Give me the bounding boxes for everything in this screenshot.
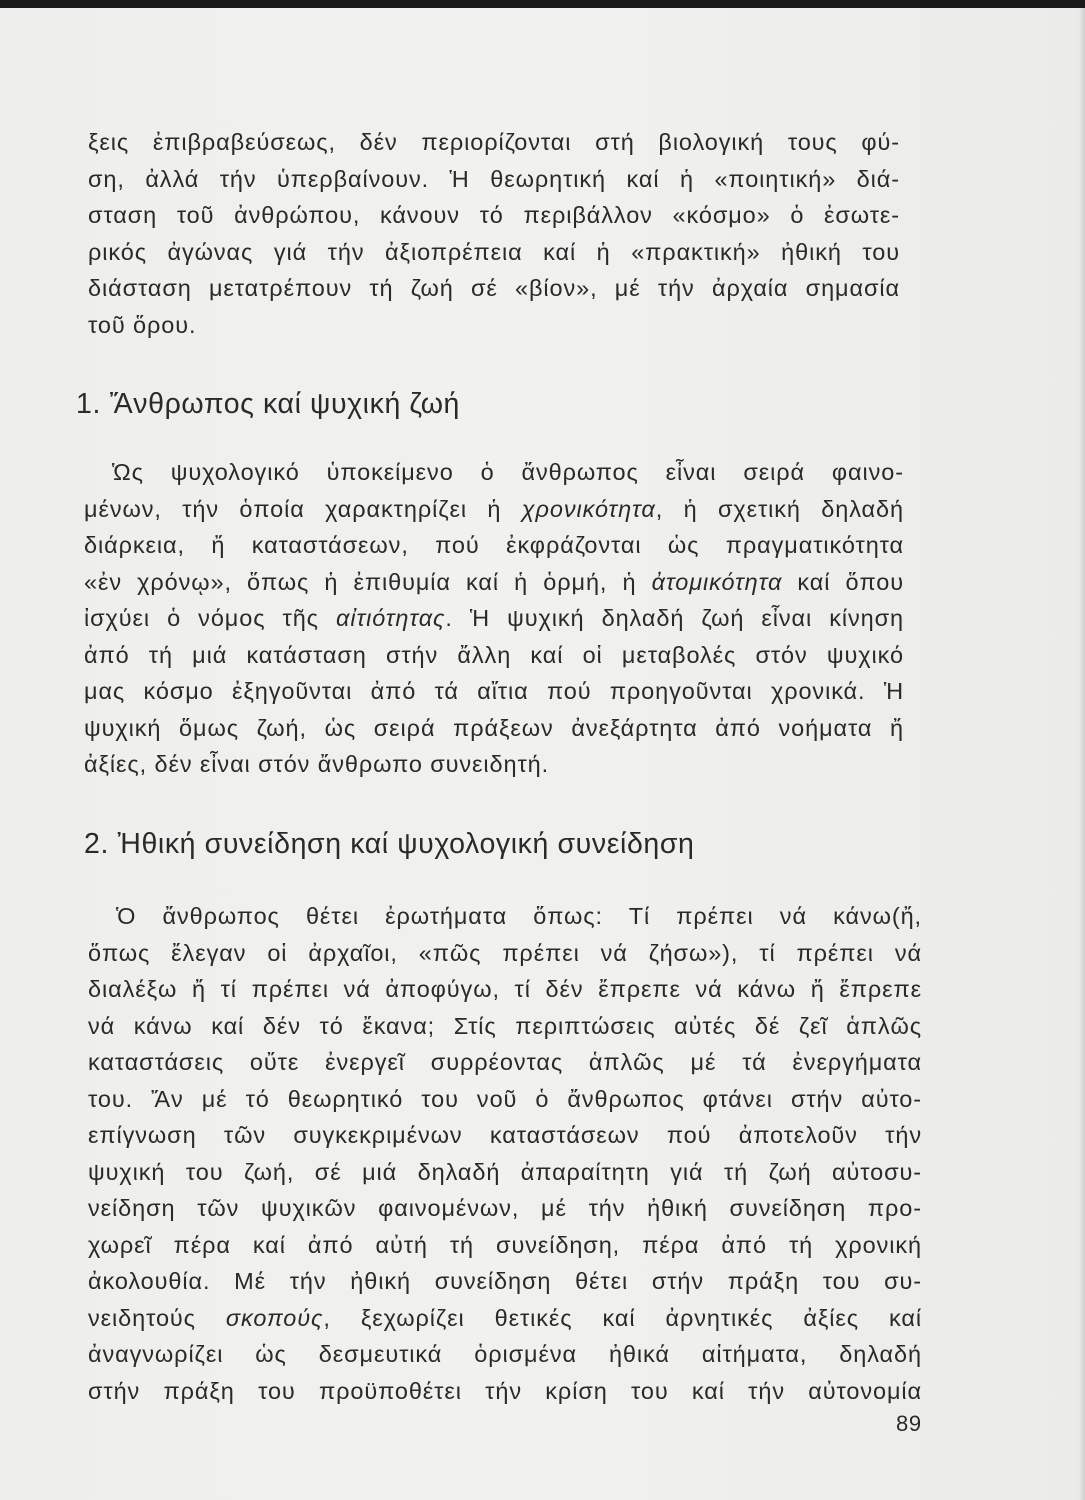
text-line [84, 710, 904, 747]
text-line [84, 564, 904, 601]
text-line [88, 1081, 922, 1118]
text-line [88, 1008, 922, 1045]
text-run: επίγνωση τῶν συγκεκριμένων καταστάσεων πού ἀποτελοῦν τήν [88, 1122, 922, 1148]
text-line [88, 1336, 922, 1373]
text-run: ὅπως ἔλεγαν οἱ ἀρχαῖοι, «πῶς πρέπει νά ζήσω»), τί πρέπει νά [88, 939, 922, 966]
text-line [88, 1190, 922, 1227]
text-line [84, 454, 904, 491]
text-run: . Ἡ ψυχική δηλαδή ζωή εἶναι κίνηση [445, 605, 905, 631]
text-run: ψυχική ὅμως ζωή, ὡς σειρά πράξεων ἀνεξάρτητα ἀπό νοήματα ἤ [84, 714, 904, 741]
section-2-paragraph [88, 898, 922, 1409]
text-line: σταση τοῦ ἀνθρώπου, κάνουν τό περιβάλλον «κόσμο» ὁ ἐσωτε- [88, 202, 900, 228]
text-run: , ἡ σχετική δηλαδή [655, 495, 904, 522]
text-run: ψυχική του ζωή, σέ μιά δηλαδή ἀπαραίτητη γιά τή ζωή αὐτοσυ- [88, 1158, 922, 1185]
italic-term: αἰτιότητας [336, 605, 446, 631]
text-run: «ἐν χρόνῳ», ὅπως ἡ ἐπιθυμία καί ἡ ὁρμή, ἡ [84, 568, 652, 595]
text-line [88, 1227, 922, 1264]
text-line [88, 1154, 922, 1191]
text-line [84, 527, 904, 564]
text-run: διαλέξω ἤ τί πρέπει νά ἀποφύγω, τί δέν ἔπρεπε νά κάνω ἤ ἔπρεπε [88, 976, 922, 1002]
text-run: Ὁ ἄνθρωπος θέτει ἐρωτήματα ὅπως: Τί πρέπει νά κάνω(ἤ, [116, 903, 922, 929]
text-run: καταστάσεις οὔτε ἐνεργεῖ συρρέοντας ἁπλῶς μέ τά ἐνεργήματα [88, 1049, 922, 1075]
text-line [84, 637, 904, 674]
text-run: Ὡς ψυχολογικό ὑποκείμενο ὁ ἄνθρωπος εἶναι σειρά φαινο- [112, 459, 904, 485]
text-line [84, 673, 904, 710]
text-line [84, 491, 904, 528]
text-run: μένων, τήν ὁποία χαρακτηρίζει ἡ [84, 495, 522, 522]
text-run: ἀπό τή μιά κατάσταση στήν ἄλλη καί οἱ μεταβολές στόν ψυχικό [84, 641, 904, 668]
text-line [84, 600, 904, 637]
intro-paragraph [88, 124, 900, 343]
text-run: στήν πράξη του προϋποθέτει τήν κρίση του καί τήν αὐτονομία [88, 1377, 922, 1404]
text-run: νειδητούς [88, 1304, 226, 1331]
text-line [88, 1117, 922, 1154]
italic-term: ἀτομικότητα [651, 568, 783, 595]
section-1-paragraph [84, 454, 904, 783]
italic-term: σκοπούς [225, 1304, 324, 1331]
text-line [88, 1263, 922, 1300]
text-line: τοῦ ὅρου. [88, 311, 197, 338]
text-run: νείδηση τῶν ψυχικῶν φαινομένων, μέ τήν ἠθική συνείδηση προ- [88, 1195, 922, 1221]
text-line: διάσταση μετατρέπουν τή ζωή σέ «βίον», μέ τήν ἀρχαία σημασία [88, 275, 900, 301]
text-run: ἀναγνωρίζει ὡς δεσμευτικά ὁρισμένα ἠθικά αἰτήματα, δηλαδή [88, 1341, 922, 1367]
italic-term: χρονικότητα [521, 495, 656, 522]
page-number: 89 [896, 1411, 922, 1436]
scan-top-edge [0, 0, 1085, 8]
text-run: χωρεῖ πέρα καί ἀπό αὐτή τή συνείδηση, πέρα ἀπό τή χρονική [88, 1231, 922, 1258]
text-line [88, 898, 922, 935]
text-line [88, 1373, 922, 1410]
text-line [88, 971, 922, 1008]
text-run: διάρκεια, ἤ καταστάσεων, πού ἐκφράζονται ὡς πραγματικότητα [84, 532, 904, 558]
text-line [88, 1300, 922, 1337]
text-line [84, 746, 904, 783]
text-run: του. Ἄν μέ τό θεωρητικό του νοῦ ὁ ἄνθρωπος φτάνει στήν αὐτο- [88, 1085, 922, 1112]
text-run: ἰσχύει ὁ νόμος τῆς [84, 605, 337, 631]
section-2-heading: 2. Ἠθική συνείδηση καί ψυχολογική συνείδηση [84, 828, 695, 860]
text-line [88, 1044, 922, 1081]
text-line: ρικός ἀγώνας γιά τήν ἀξιοπρέπεια καί ἡ «πρακτική» ἠθική του [88, 238, 900, 265]
page-gutter-shadow [1079, 8, 1085, 1500]
text-run: ἀξίες, δέν εἶναι στόν ἄνθρωπο συνειδητή. [84, 751, 550, 777]
text-run: μας κόσμο ἐξηγοῦνται ἀπό τά αἴτια πού προηγοῦνται χρονικά. Ἡ [84, 678, 904, 704]
text-line: ξεις ἐπιβραβεύσεως, δέν περιορίζονται στή βιολογική τους φύ- [88, 129, 900, 155]
text-run: νά κάνω καί δέν τό ἔκανα; Στίς περιπτώσεις αὐτές δέ ζεῖ ἁπλῶς [88, 1012, 922, 1039]
text-run: , ξεχωρίζει θετικές καί ἀρνητικές ἀξίες καί [323, 1304, 922, 1331]
text-line: ση, ἀλλά τήν ὑπερβαίνουν. Ἡ θεωρητική καί ἡ «ποιητική» διά- [88, 165, 900, 192]
text-run: καί ὅπου [782, 568, 904, 595]
section-1-heading: 1. Ἄνθρωπος καί ψυχική ζωή [76, 388, 460, 420]
text-run: ἀκολουθία. Μέ τήν ἠθική συνείδηση θέτει στήν πράξη του συ- [88, 1268, 922, 1294]
text-line [88, 935, 922, 972]
